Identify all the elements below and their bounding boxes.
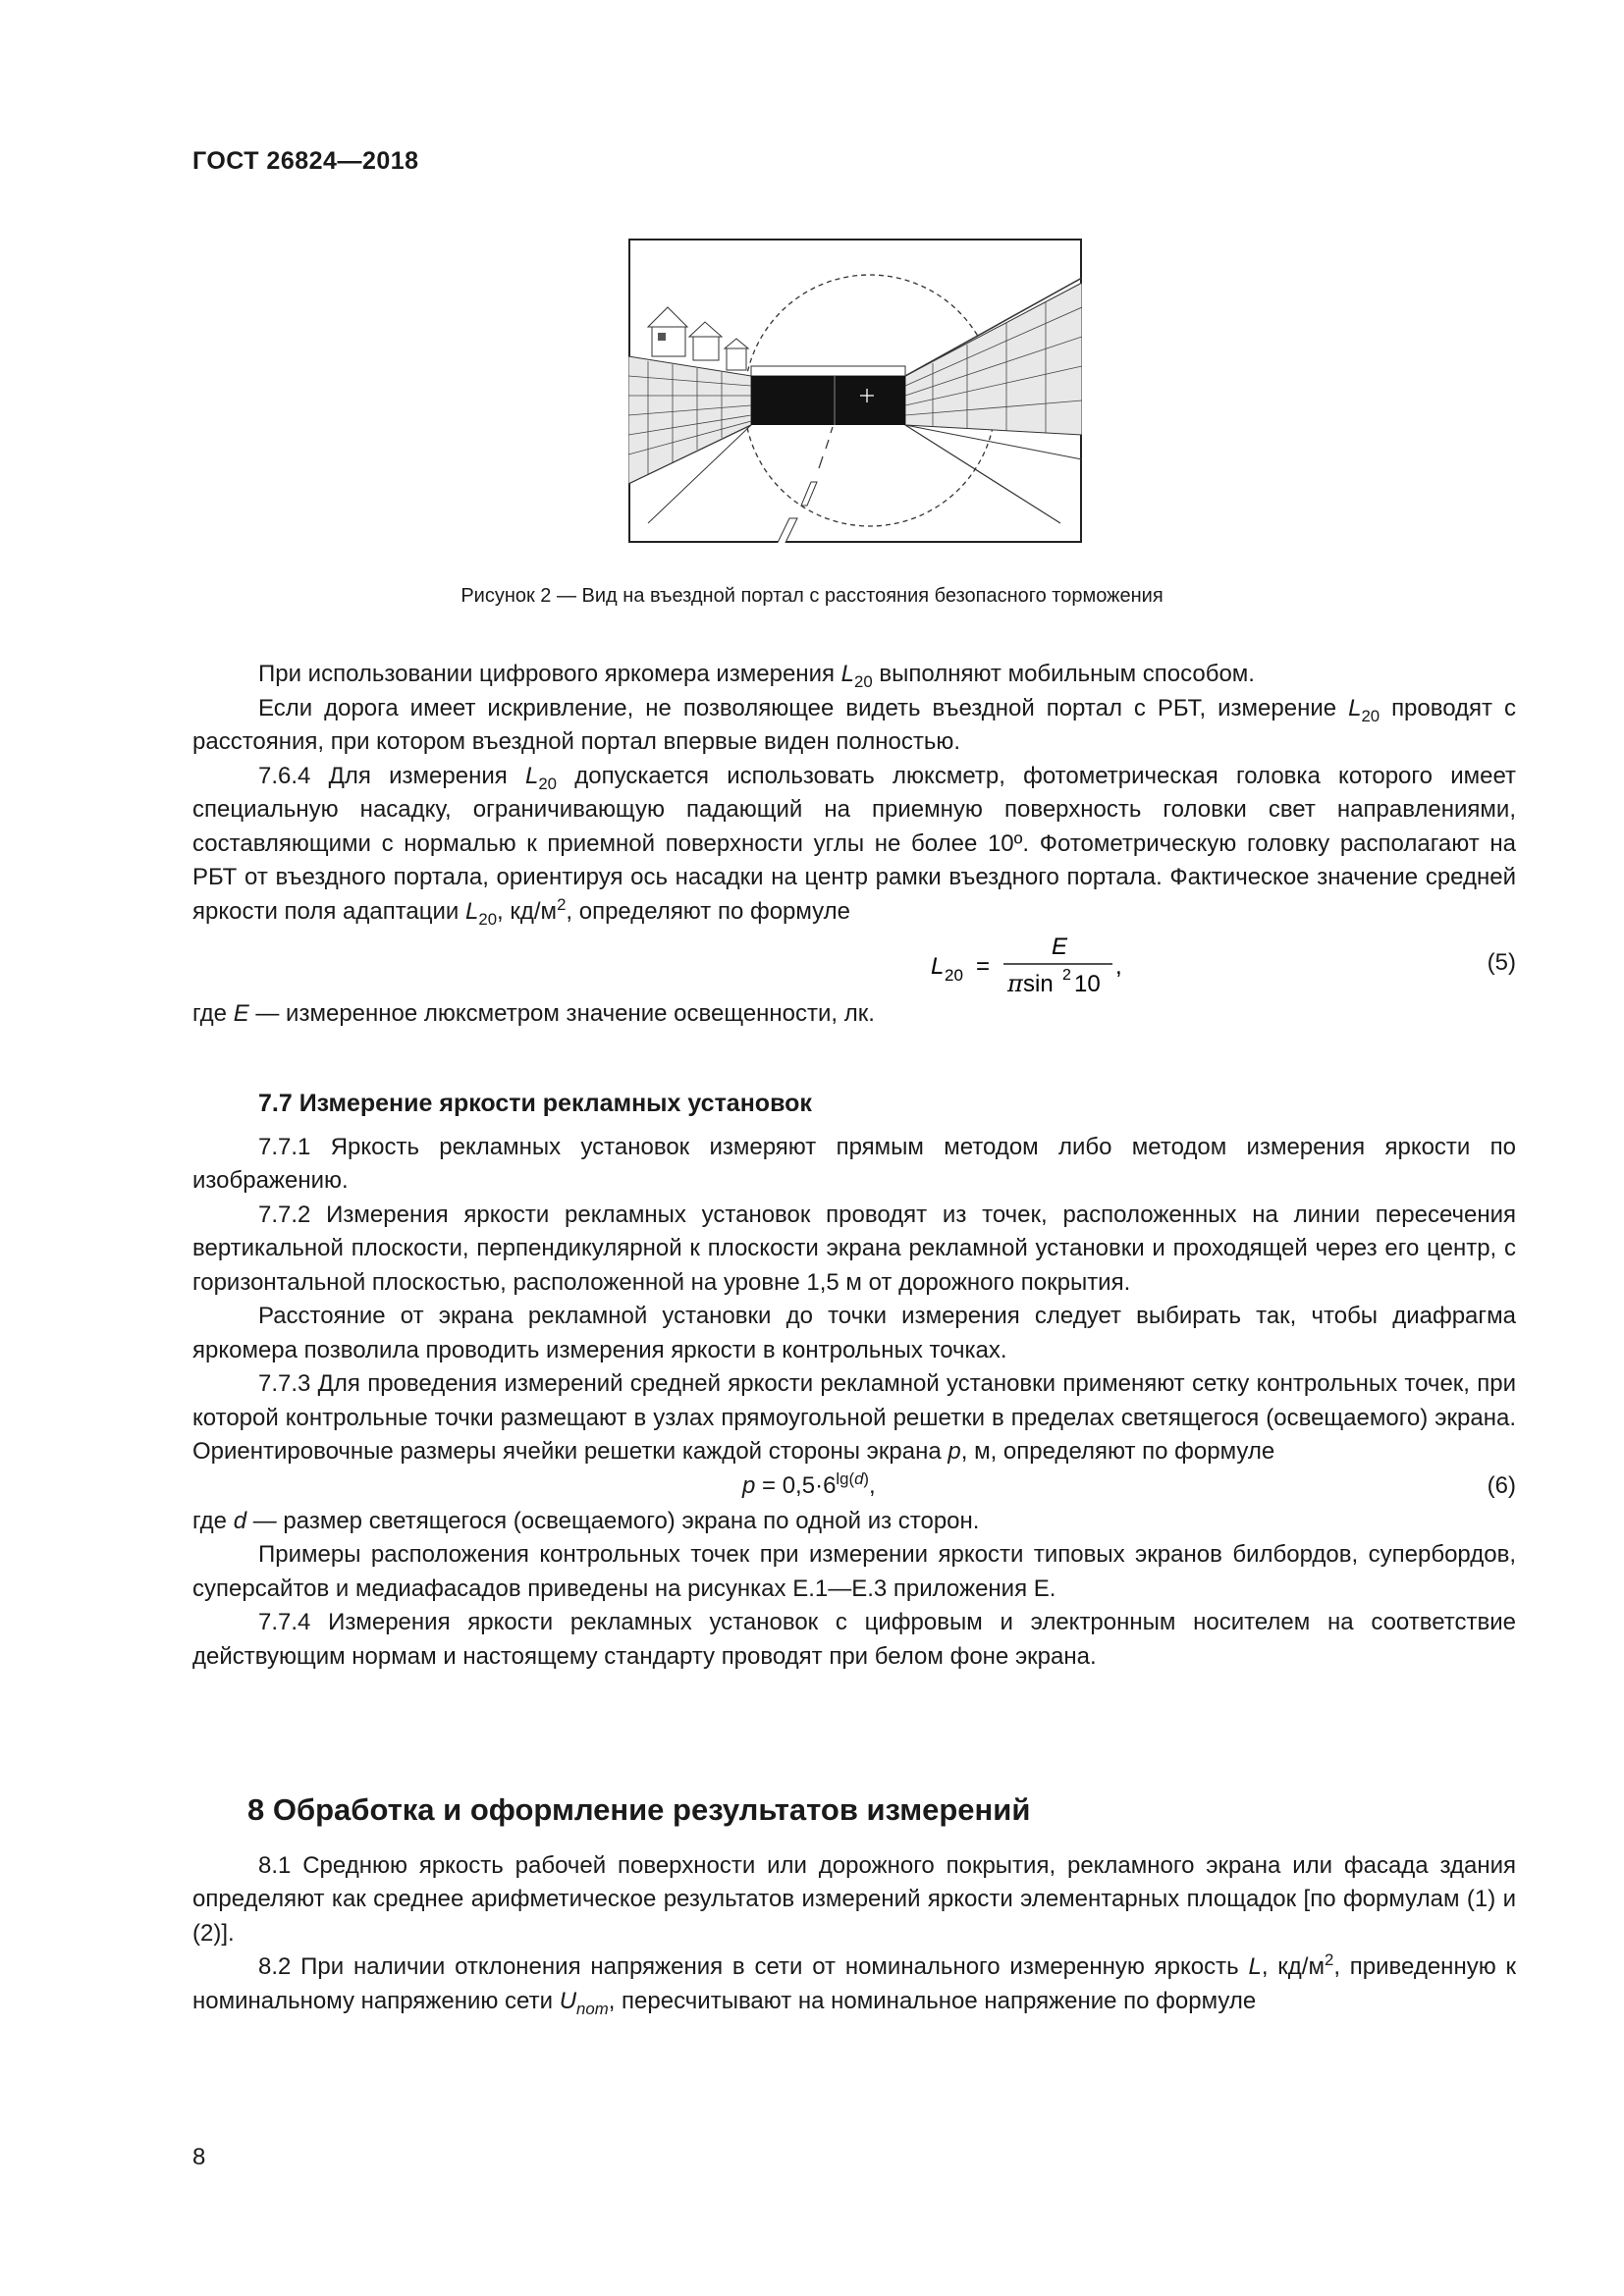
formula-pi: π bbox=[1007, 970, 1023, 997]
paragraph-where-E: где E — измеренное люксметром значение освещенности, лк. bbox=[192, 1000, 875, 1027]
body-text-block-3 bbox=[192, 1793, 1516, 2018]
section-heading-7-7: 7.7 Измерение яркости рекламных установок bbox=[258, 1090, 812, 1117]
paragraph-where-d: где d — размер светящегося (освещаемого) экрана по одной из сторон. bbox=[192, 1507, 980, 1534]
formula-5-expression bbox=[931, 929, 1127, 997]
paragraph-7-7-4: 7.7.4 Измерения яркости рекламных установок с цифровым и электронным носителем на соответствие действующим нормам и настоящему стандарту проводят при белом фоне экрана. bbox=[192, 1609, 1516, 1670]
formula-5-number: (5) bbox=[1487, 949, 1516, 976]
formula-angle: 10 bbox=[1074, 971, 1101, 997]
formula-lhs-subscript: 20 bbox=[945, 966, 963, 985]
paragraph-examples: Примеры расположения контрольных точек при измерении яркости типовых экранов билбордов, супербордов, суперсайтов и медиафасадов приведены на рисунках Е.1—Е.3 приложения Е. bbox=[192, 1541, 1516, 1602]
body-text-block-1 bbox=[192, 658, 1516, 1032]
paragraph-7-7-2: 7.7.2 Измерения яркости рекламных установок проводят из точек, расположенных на линии пересечения вертикальной плоскости, перпендикулярной к плоскости экрана рекламной установки и проходящей через его центр, с горизонтальной плоскостью, расположенной на уровне 1,5 м от дорожного покрытия. bbox=[192, 1201, 1516, 1296]
document-header: ГОСТ 26824—2018 bbox=[192, 147, 419, 175]
formula-sin: sin bbox=[1023, 971, 1054, 997]
page-number: 8 bbox=[192, 2144, 206, 2170]
paragraph-8-1: 8.1 Среднюю яркость рабочей поверхности или дорожного покрытия, рекламного экрана или фасада здания определяют как среднее арифметическое результатов измерений яркости элементарных площадок [по формулам (1) и (2)]. bbox=[192, 1851, 1516, 1947]
formula-comma: , bbox=[1115, 953, 1122, 980]
formula-6-expression: $p = 0,5\cdot 6^{lg(d)}$, bbox=[742, 1468, 876, 1499]
body-text-block-2 bbox=[192, 1087, 1516, 1674]
paragraph: При использовании цифрового яркомера измерения $L_{20}$ выполняют мобильным способом. bbox=[258, 661, 1255, 691]
figure-caption: Рисунок 2 — Вид на въездной портал с расстояния безопасного торможения bbox=[460, 585, 1164, 607]
formula-6-number: (6) bbox=[1487, 1471, 1516, 1499]
paragraph-8-2: 8.2 При наличии отклонения напряжения в сети от номинального измеренную яркость L, $кд/м^2$, приведенную к номинальному напряжению сети $U_{nom}$, пересчитывают на номинальное напряжение по формуле bbox=[192, 1950, 1516, 2018]
paragraph-7-7-3: 7.7.3 Для проведения измерений средней яркости рекламной установки применяют сетку контрольных точек, при которой контрольные точки размещают в узлах прямоугольной решетки в пределах светящегося (освещаемого) экрана. Ориентировочные размеры ячейки решетки каждой стороны экрана p, м, определяют по формуле bbox=[192, 1370, 1516, 1465]
formula-6 bbox=[192, 1469, 1516, 1505]
formula-lhs-symbol: L bbox=[931, 953, 945, 980]
paragraph: Если дорога имеет искривление, не позволяющее видеть въездной портал с РБТ, измерение $L_{20}$ проводят с расстояния, при котором въездной портал впервые виден полностью. bbox=[192, 694, 1517, 755]
section-heading-8: 8 Обработка и оформление результатов измерений bbox=[247, 1792, 1031, 1827]
formula-5 bbox=[192, 929, 1516, 997]
formula-numerator: E bbox=[1052, 934, 1068, 960]
formula-equals: = bbox=[976, 953, 991, 980]
formula-sin-power: 2 bbox=[1062, 967, 1071, 984]
paragraph-7-7-1: 7.7.1 Яркость рекламных установок измеряют прямым методом либо методом измерения яркости по изображению. bbox=[192, 1133, 1516, 1194]
paragraph-7-6-4: 7.6.4 Для измерения $L_{20}$ допускается использовать люксметр, фотометрическая головка которого имеет специальную насадку, ограничивающую падающий на приемную поверхность головки свет направлениями, составляющими с нормалью к приемной поверхности углы не более 10º. Фотометрическую головку располагают на РБТ от въездного портала, ориентируя ось насадки на центр рамки въездного портала. Фактическое значение средней яркости поля адаптации $L_{20}$, $кд/м^2$, определяют по формуле bbox=[192, 762, 1517, 929]
paragraph-7-7-2-distance: Расстояние от экрана рекламной установки до точки измерения следует выбирать так, чтобы диафрагма яркомера позволила проводить измерения яркости в контрольных точках. bbox=[192, 1303, 1516, 1363]
tunnel-portal-figure bbox=[628, 239, 1082, 543]
